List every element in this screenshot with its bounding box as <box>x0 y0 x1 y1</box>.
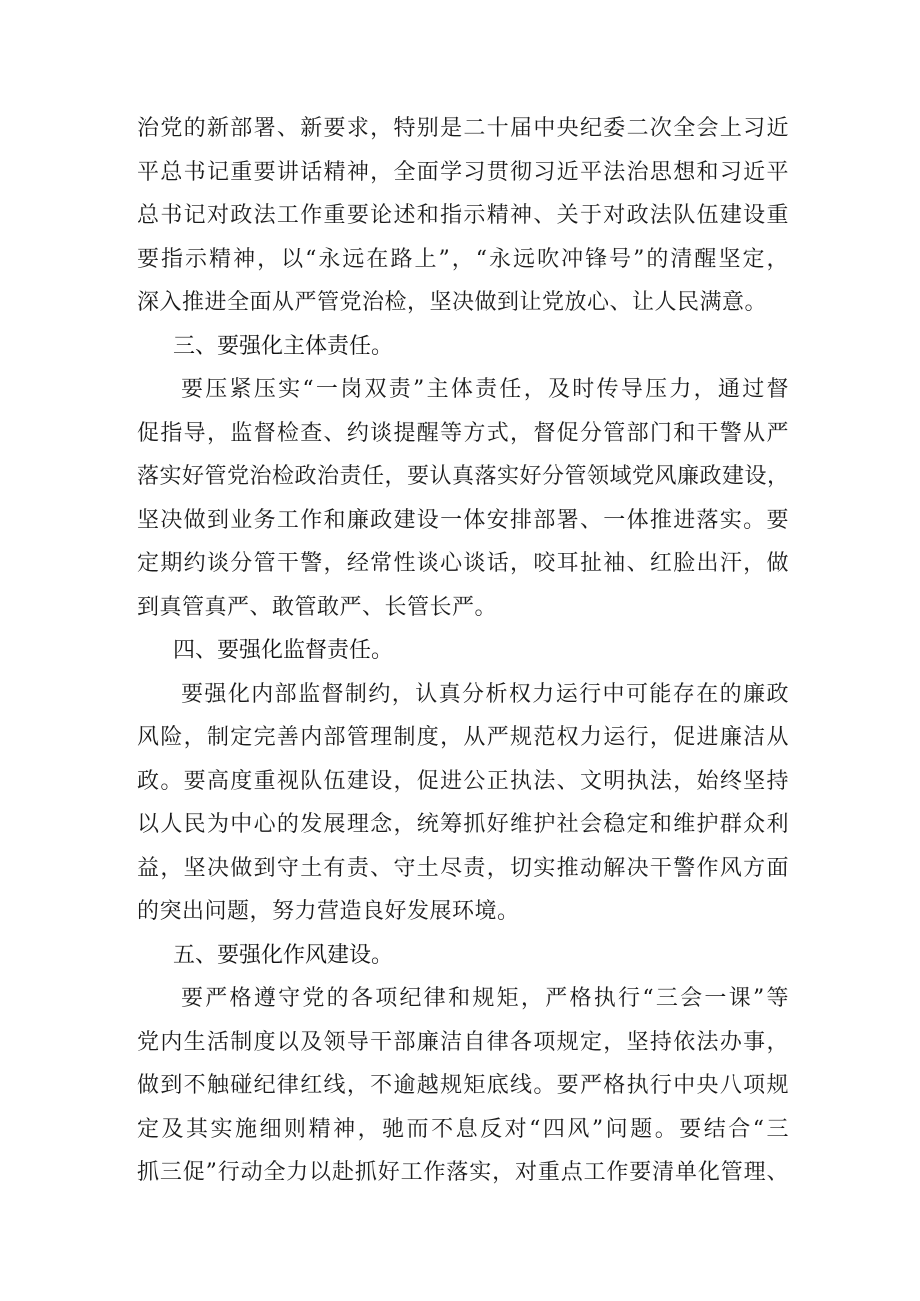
text-line: 坚决做到业务工作和廉政建设一体安排部署、一体推进落实。要 <box>137 507 789 533</box>
text-line: 以人民为中心的发展理念，统筹抓好维护社会稳定和维护群众利 <box>137 812 789 837</box>
paragraph-intro-continuation <box>137 107 789 325</box>
text-line: 党内生活制度以及领导干部廉洁自律各项规定，坚持依法办事， <box>137 1029 789 1055</box>
text-line: 促指导，监督检查、约谈提醒等方式，督促分管部门和干警从严 <box>137 420 789 446</box>
text-line: 定及其实施细则精神，驰而不息反对“四风”问题。要结合“三 <box>137 1116 789 1142</box>
document-body <box>137 107 789 1195</box>
text-line: 落实好管党治检政治责任，要认真落实好分管领域党风廉政建设， <box>137 464 790 489</box>
text-line: 做到不触碰纪律红线，不逾越规矩底线。要严格执行中央八项规 <box>137 1073 789 1098</box>
text-line: 总书记对政法工作重要论述和指示精神、关于对政法队伍建设重 <box>137 203 789 228</box>
paragraph-section-3 <box>137 368 789 629</box>
text-line: 益，坚决做到守土有责、守土尽责，切实推动解决干警作风方面 <box>137 855 789 881</box>
text-line: 抓三促”行动全力以赴抓好工作落实，对重点工作要清单化管理、 <box>137 1160 789 1185</box>
text-line: 要压紧压实“一岗双责”主体责任，及时传导压力，通过督 <box>181 377 789 402</box>
text-line: 要指示精神，以“永远在路上”，“永远吹冲锋号”的清醒坚定， <box>137 246 789 272</box>
text-line: 要严格遵守党的各项纪律和规矩，严格执行“三会一课”等 <box>181 986 789 1011</box>
text-line: 风险，制定完善内部管理制度，从严规范权力运行，促进廉洁从 <box>137 725 789 750</box>
text-line: 定期约谈分管干警，经常性谈心谈话，咬耳扯袖、红脸出汗，做 <box>137 551 789 576</box>
section-heading-4: 四、要强化监督责任。 <box>173 638 394 663</box>
section-heading-3: 三、要强化主体责任。 <box>173 333 394 359</box>
text-line: 政。要高度重视队伍建设，促进公正执法、文明执法，始终坚持 <box>137 768 789 794</box>
text-line: 要强化内部监督制约，认真分析权力运行中可能存在的廉政 <box>181 681 789 707</box>
text-line: 深入推进全面从严管党治检，坚决做到让党放心、让人民满意。 <box>137 290 768 315</box>
section-heading-5: 五、要强化作风建设。 <box>173 942 394 968</box>
text-line: 平总书记重要讲话精神，全面学习贯彻习近平法治思想和习近平 <box>137 159 789 185</box>
paragraph-section-5 <box>137 977 789 1195</box>
text-line: 治党的新部署、新要求，特别是二十届中央纪委二次全会上习近 <box>137 116 789 141</box>
text-line: 到真管真严、敢管敢严、长管长严。 <box>137 594 498 620</box>
paragraph-section-4 <box>137 673 789 934</box>
text-line: 的突出问题，努力营造良好发展环境。 <box>137 899 520 924</box>
